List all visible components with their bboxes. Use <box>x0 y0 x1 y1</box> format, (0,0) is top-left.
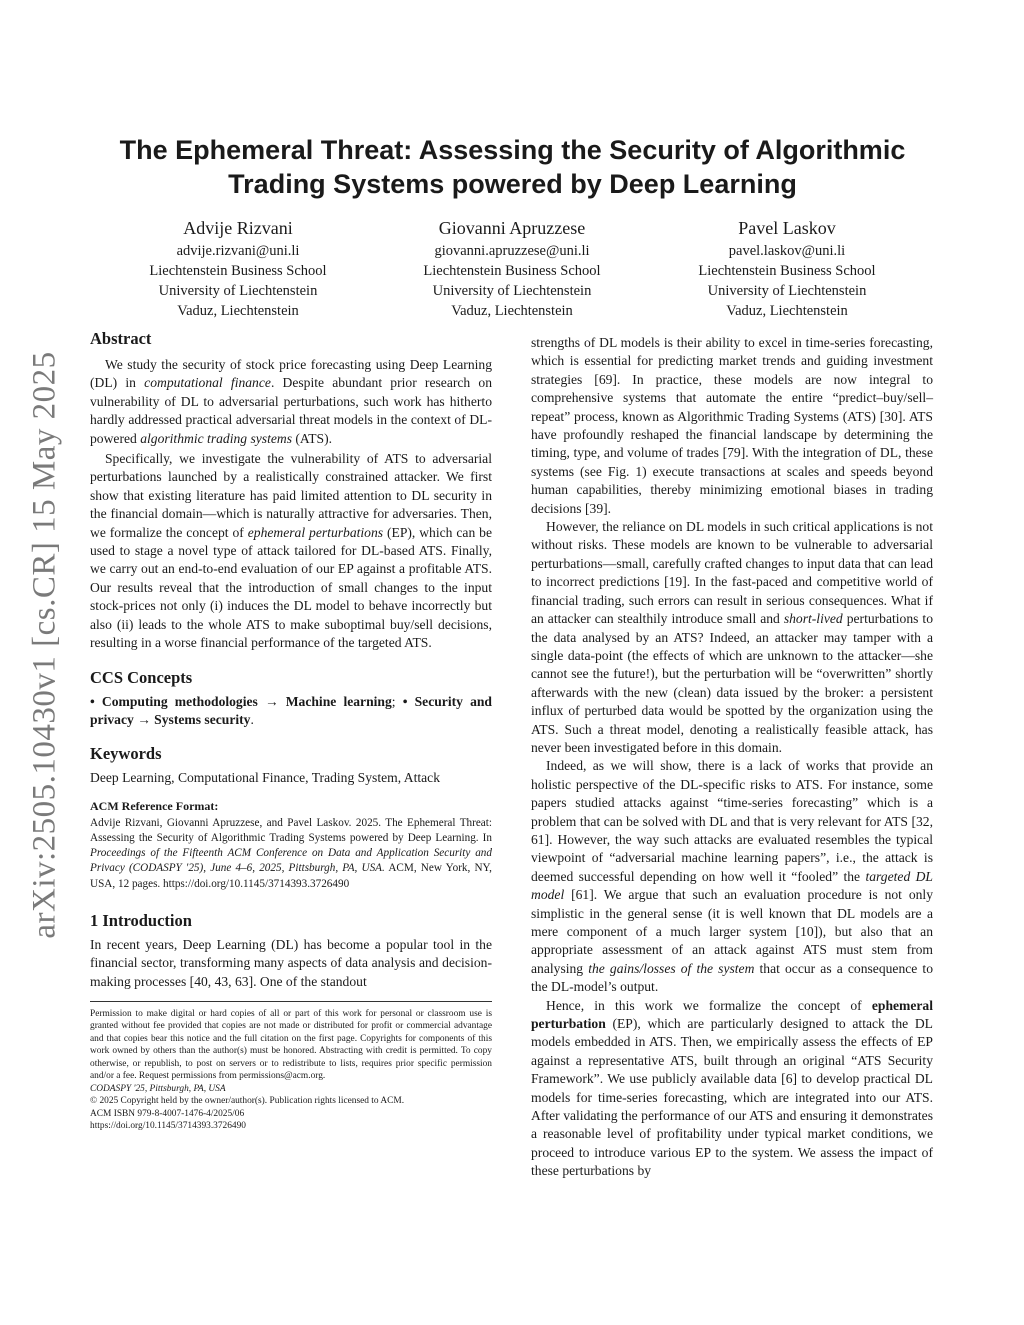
author-block-2 <box>382 215 642 321</box>
author-name: Pavel Laskov <box>738 218 836 238</box>
author-affiliation: University of Liechtenstein <box>432 283 592 299</box>
author-affiliation: University of Liechtenstein <box>158 283 318 299</box>
ccs-concepts: • Computing methodologies → Machine learning; • Security and privacy → Systems security. <box>90 693 492 727</box>
abstract-heading: Abstract <box>90 329 152 348</box>
author-email[interactable]: pavel.laskov@uni.li <box>728 243 846 259</box>
copyright-line: © 2025 Copyright held by the owner/author(s). Publication rights licensed to ACM. <box>90 1096 405 1107</box>
arxiv-identifier-text: arXiv:2505.10430v1 [cs.CR] 15 May 2025 <box>26 351 63 939</box>
author-name: Advije Rizvani <box>183 218 293 238</box>
introduction-paragraph-2: However, the reliance on DL models in such critical applications is not without risks. These models are known to be vulnerable to adversarial perturbations—small, carefully crafted changes to input data that can lead to incorrect predictions [19]. In the fast-paced and competitive world of financial trading, such errors can result in serious consequences. What if an attacker can stealthily introduce small and short-lived perturbations to the data analysed by an ATS? Indeed, an attacker may tamper with a single data-point (the effects of which are unknown to the attacker—she cannot see the future!), but the perturbation will be “overwritten” shortly afterwards with the new (clean) data issued by the broker: a persistent influx of perturbed data would be spotted by the organization using the ATS. Such a threat model, denoting a realistically feasible attack, has never been investigated before in this domain. <box>531 519 933 755</box>
author-location: Vaduz, Liechtenstein <box>726 303 848 319</box>
doi-link[interactable]: https://doi.org/10.1145/3714393.3726490 <box>90 1121 246 1132</box>
author-name: Giovanni Apruzzese <box>438 218 586 238</box>
author-affiliation: Liechtenstein Business School <box>698 263 876 279</box>
isbn-line: ACM ISBN 979-8-4007-1476-4/2025/06 <box>90 1108 245 1119</box>
author-block-1 <box>108 215 368 321</box>
author-block-3 <box>657 215 917 321</box>
acm-reference-heading: ACM Reference Format: <box>90 798 219 813</box>
author-affiliation: Liechtenstein Business School <box>149 263 327 279</box>
author-location: Vaduz, Liechtenstein <box>177 303 299 319</box>
arxiv-identifier <box>18 345 72 945</box>
introduction-paragraph-3: Indeed, as we will show, there is a lack of works that provide an holistic perspective of the DL-specific risks to ATS. For instance, some papers studied attacks against “time-series forecasting” which is a problem that can be solved with DL and that is very relevant for ATS [32, 61]. However, the way such attacks are evaluated resembles the typical viewpoint of “adversarial machine learning papers”, i.e., the attack is deemed successful depending on how well it “fooled” the targeted DL model [61]. We argue that such an evaluation procedure is not only simplistic in the general sense (it is well known that DL models are a mere component of a much larger system [10]), but also that an appropriate assessment of an attack against ATS must stem from analysing the gains/losses of the system that occur as a consequence to the DL-model’s output. <box>531 758 934 995</box>
footnote-rule <box>90 1001 492 1002</box>
right-column <box>531 334 933 1181</box>
abstract-paragraph-1: We study the security of stock price forecasting using Deep Learning (DL) in computational finance. Despite abundant prior research on vulnerability of DL to adversarial perturbations, such work has hitherto hardly addressed practical adversarial threat models in the context of DL-powered algorithmic trading systems (ATS). <box>90 357 493 446</box>
abstract-paragraph-2: Specifically, we investigate the vulnerability of ATS to adversarial perturbations launched by a realistically constrained attacker. We first show that existing literature has paid limited attention to DL security in the financial domain—which is naturally attractive for adversaries. Then, we formalize the concept of ephemeral perturbations (EP), which can be used to stage a novel type of attack tailored for DL-based ATS. Finally, we carry out an end-to-end evaluation of our EP against a profitable ATS. Our results reveal that the introduction of small changes to the input stock-prices not only (i) induces the DL model to behave incorrectly but also (ii) leads to the whole ATS to make suboptimal buy/sell decisions, resulting in a worse financial performance of the targeted ATS. <box>90 451 493 651</box>
introduction-paragraph-1: In recent years, Deep Learning (DL) has become a popular tool in the financial sector, transforming many aspects of data analysis and decision-making processes [40, 43, 63]. One of the standout <box>90 936 492 989</box>
author-email[interactable]: advije.rizvani@uni.li <box>176 243 300 259</box>
permission-notice: Permission to make digital or hard copies of all or part of this work for personal or classroom use is granted without fee provided that copies are not made or distributed for profit or commercial advantage and that copies bear this notice and the full citation on the first page. Copyrights for components of this work owned by others than the author(s) must be honored. Abstracting with credit is permitted. To copy otherwise, or republish, to post on servers or to redistribute to lists, requires prior specific permission and/or a fee. Request permissions from permissions@acm.org. <box>90 1008 492 1082</box>
introduction-heading: 1 Introduction <box>90 910 192 930</box>
introduction-paragraph-4: Hence, in this work we formalize the concept of ephemeral perturbation (EP), which are particularly designed to attack the DL models embedded in ATS. Then, we empirically assess the effects of EP against a representative ATS, built through an original “ATS Security Framework”. We use publicly available data [6] to develop practical DL models for time-series forecasting, which are integrated into our ATS. After validating the performance of our ATS and ensuring it demonstrates a reasonable level of profitability under typical market conditions, we proceed to introduce various EP to the system. We assess the impact of these perturbations by <box>531 997 933 1179</box>
left-column <box>90 328 492 1133</box>
ccs-heading: CCS Concepts <box>90 667 193 687</box>
ccs-item: • Security and privacy → Systems security <box>90 693 492 727</box>
acm-reference-text: Advije Rizvani, Giovanni Apruzzese, and Pavel Laskov. 2025. The Ephemeral Threat: Assessing the Security of Algorithmic Trading Systems powered by Deep Learning. In Proceedings of the Fifteenth ACM Conference on Data and Application Security and Privacy (CODASPY '25), June 4–6, 2025, Pittsburgh, PA, USA. ACM, New York, NY, USA, 12 pages. https://doi.org/10.1145/3714393.3726490 <box>90 816 492 890</box>
author-affiliation: Liechtenstein Business School <box>423 263 601 279</box>
ccs-item: • Computing methodologies → Machine learning <box>90 693 392 709</box>
paper-title: The Ephemeral Threat: Assessing the Security of Algorithmic Trading Systems powered by Deep Learning <box>119 135 906 199</box>
author-email[interactable]: giovanni.apruzzese@uni.li <box>434 243 590 259</box>
introduction-paragraph-continued: strengths of DL models is their ability to excel in time-series forecasting, which is essential for predicting market trends and guiding investment strategies [69]. In practice, these models are now integral to comprehensive systems that automate the entire “predict–buy/sell–repeat” process, known as Algorithmic Trading Systems (ATS) [30]. ATS have profoundly reshaped the financial landscape by determining the timing, type, and volume of trades [79]. With the integration of DL, these systems (see Fig. 1) execute transactions at scales and speeds beyond human capabilities, thereby minimizing emotional biases in trading decisions [39]. <box>531 335 933 516</box>
author-location: Vaduz, Liechtenstein <box>451 303 573 319</box>
keywords-heading: Keywords <box>90 744 162 764</box>
keywords-text: Deep Learning, Computational Finance, Trading System, Attack <box>90 770 440 786</box>
venue-line: CODASPY '25, Pittsburgh, PA, USA <box>90 1083 226 1094</box>
copyright-footnote <box>90 1008 492 1133</box>
author-affiliation: University of Liechtenstein <box>707 283 867 299</box>
